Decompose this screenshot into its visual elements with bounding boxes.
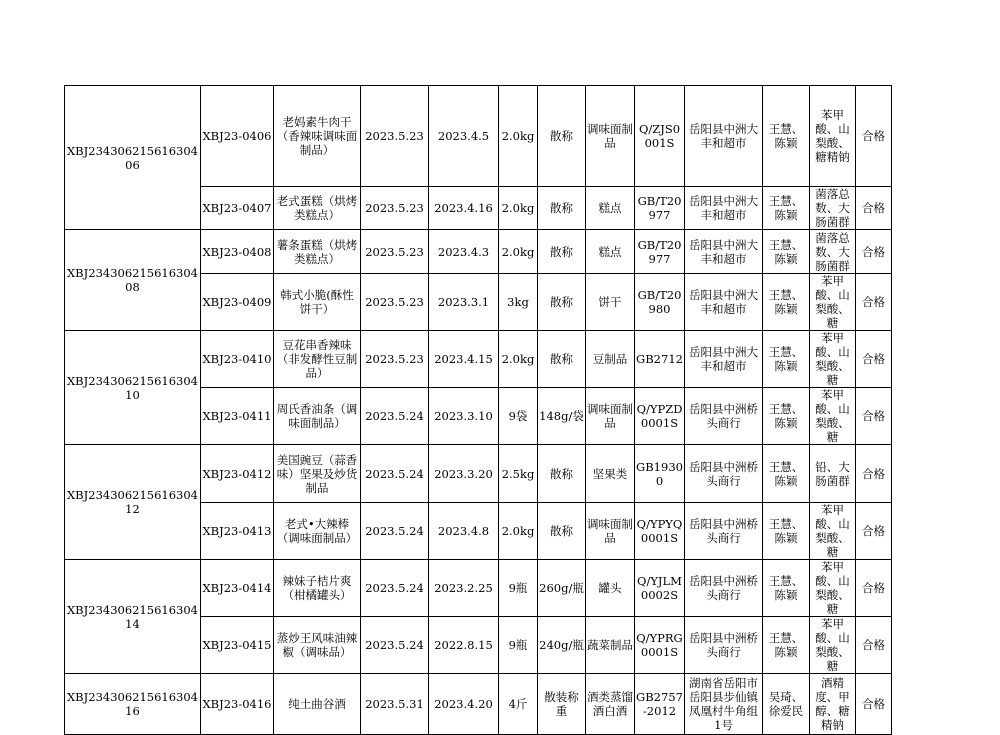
- batch-number-cell: XBJ23430621561630414: [65, 560, 201, 674]
- samplers-cell: 吴琦、徐爱民: [763, 674, 810, 735]
- result-cell: 合格: [856, 503, 892, 560]
- test-items-cell: 铅、大肠菌群: [810, 445, 856, 503]
- production-date-cell: 2023.2.25: [429, 560, 499, 617]
- production-date-cell: 2023.4.20: [429, 674, 499, 735]
- result-cell: 合格: [856, 230, 892, 274]
- specification-cell: 260g/瓶: [538, 560, 586, 617]
- production-date-cell: 2023.4.15: [429, 331, 499, 388]
- sampled-unit-cell: 岳阳县中洲大丰和超市: [685, 86, 763, 187]
- product-name-cell: 薯条蛋糕（烘烤类糕点）: [274, 230, 361, 274]
- product-name-cell: 蒸炒王风味油辣椒（调味品）: [274, 617, 361, 674]
- product-name-cell: 辣妹子桔片爽（柑橘罐头）: [274, 560, 361, 617]
- test-date-cell: 2023.5.23: [361, 230, 429, 274]
- production-date-cell: 2023.4.16: [429, 187, 499, 230]
- specification-cell: 散装称重: [538, 674, 586, 735]
- sample-number-cell: XBJ23-0407: [201, 187, 274, 230]
- result-cell: 合格: [856, 445, 892, 503]
- sampled-unit-cell: 岳阳县中洲大丰和超市: [685, 274, 763, 331]
- sample-number-cell: XBJ23-0415: [201, 617, 274, 674]
- food-category-cell: 坚果类: [586, 445, 635, 503]
- food-category-cell: 调味面制品: [586, 503, 635, 560]
- samplers-cell: 王慧、陈颖: [763, 86, 810, 187]
- test-items-cell: 菌落总数、大肠菌群: [810, 187, 856, 230]
- sampled-unit-cell: 岳阳县中洲桥头商行: [685, 388, 763, 445]
- test-date-cell: 2023.5.23: [361, 331, 429, 388]
- standard-cell: Q/ZJS0001S: [635, 86, 685, 187]
- standard-cell: Q/YJLM0002S: [635, 560, 685, 617]
- specification-cell: 148g/袋: [538, 388, 586, 445]
- specification-cell: 240g/瓶: [538, 617, 586, 674]
- result-cell: 合格: [856, 674, 892, 735]
- test-date-cell: 2023.5.31: [361, 674, 429, 735]
- test-items-cell: 苯甲酸、山梨酸、糖: [810, 560, 856, 617]
- result-cell: 合格: [856, 617, 892, 674]
- standard-cell: Q/YPZD0001S: [635, 388, 685, 445]
- quantity-cell: 2.5kg: [499, 445, 538, 503]
- sample-number-cell: XBJ23-0409: [201, 274, 274, 331]
- inspection-results-table: [64, 85, 892, 735]
- sample-number-cell: XBJ23-0413: [201, 503, 274, 560]
- table-row: [65, 230, 892, 274]
- quantity-cell: 2.0kg: [499, 503, 538, 560]
- food-category-cell: 糕点: [586, 187, 635, 230]
- test-date-cell: 2023.5.24: [361, 503, 429, 560]
- test-date-cell: 2023.5.23: [361, 274, 429, 331]
- sampled-unit-cell: 岳阳县中洲桥头商行: [685, 617, 763, 674]
- batch-number-cell: XBJ23430621561630412: [65, 445, 201, 560]
- test-date-cell: 2023.5.24: [361, 560, 429, 617]
- quantity-cell: 2.0kg: [499, 331, 538, 388]
- samplers-cell: 王慧、陈颖: [763, 388, 810, 445]
- product-name-cell: 老式蛋糕（烘烤类糕点）: [274, 187, 361, 230]
- standard-cell: Q/YPRG0001S: [635, 617, 685, 674]
- food-category-cell: 罐头: [586, 560, 635, 617]
- sampled-unit-cell: 岳阳县中洲桥头商行: [685, 560, 763, 617]
- table-row: [65, 560, 892, 617]
- food-category-cell: 豆制品: [586, 331, 635, 388]
- test-date-cell: 2023.5.24: [361, 617, 429, 674]
- standard-cell: GB19300: [635, 445, 685, 503]
- samplers-cell: 王慧、陈颖: [763, 617, 810, 674]
- result-cell: 合格: [856, 560, 892, 617]
- sampled-unit-cell: 湖南省岳阳市岳阳县步仙镇凤凰村牛角组1号: [685, 674, 763, 735]
- sampled-unit-cell: 岳阳县中洲桥头商行: [685, 503, 763, 560]
- sample-number-cell: XBJ23-0408: [201, 230, 274, 274]
- standard-cell: GB2712: [635, 331, 685, 388]
- test-items-cell: 菌落总数、大肠菌群: [810, 230, 856, 274]
- product-name-cell: 周氏香油条（调味面制品）: [274, 388, 361, 445]
- product-name-cell: 老式•大辣棒（调味面制品）: [274, 503, 361, 560]
- test-items-cell: 苯甲酸、山梨酸、糖: [810, 617, 856, 674]
- food-category-cell: 糕点: [586, 230, 635, 274]
- quantity-cell: 4斤: [499, 674, 538, 735]
- specification-cell: 散称: [538, 503, 586, 560]
- samplers-cell: 王慧、陈颖: [763, 560, 810, 617]
- sample-number-cell: XBJ23-0411: [201, 388, 274, 445]
- sampled-unit-cell: 岳阳县中洲大丰和超市: [685, 230, 763, 274]
- samplers-cell: 王慧、陈颖: [763, 445, 810, 503]
- quantity-cell: 2.0kg: [499, 86, 538, 187]
- production-date-cell: 2022.8.15: [429, 617, 499, 674]
- samplers-cell: 王慧、陈颖: [763, 274, 810, 331]
- sample-number-cell: XBJ23-0416: [201, 674, 274, 735]
- product-name-cell: 纯土曲谷酒: [274, 674, 361, 735]
- table-row: [65, 331, 892, 388]
- food-category-cell: 调味面制品: [586, 388, 635, 445]
- samplers-cell: 王慧、陈颖: [763, 331, 810, 388]
- specification-cell: 散称: [538, 187, 586, 230]
- production-date-cell: 2023.4.5: [429, 86, 499, 187]
- product-name-cell: 老妈素牛肉干（香辣味调味面制品）: [274, 86, 361, 187]
- specification-cell: 散称: [538, 230, 586, 274]
- standard-cell: GB/T20977: [635, 187, 685, 230]
- test-date-cell: 2023.5.23: [361, 86, 429, 187]
- sample-number-cell: XBJ23-0412: [201, 445, 274, 503]
- result-cell: 合格: [856, 388, 892, 445]
- food-category-cell: 调味面制品: [586, 86, 635, 187]
- table-row: [65, 86, 892, 187]
- product-name-cell: 美国豌豆（蒜香味）坚果及炒货制品: [274, 445, 361, 503]
- specification-cell: 散称: [538, 445, 586, 503]
- product-name-cell: 韩式小脆(酥性饼干）: [274, 274, 361, 331]
- sampled-unit-cell: 岳阳县中洲桥头商行: [685, 445, 763, 503]
- samplers-cell: 王慧、陈颖: [763, 187, 810, 230]
- standard-cell: GB/T20980: [635, 274, 685, 331]
- test-date-cell: 2023.5.24: [361, 388, 429, 445]
- result-cell: 合格: [856, 86, 892, 187]
- test-items-cell: 苯甲酸、山梨酸、糖: [810, 388, 856, 445]
- table-row: [65, 445, 892, 503]
- standard-cell: Q/YPYQ0001S: [635, 503, 685, 560]
- specification-cell: 散称: [538, 274, 586, 331]
- batch-number-cell: XBJ23430621561630408: [65, 230, 201, 331]
- test-items-cell: 苯甲酸、山梨酸、糖: [810, 274, 856, 331]
- test-items-cell: 苯甲酸、山梨酸、糖: [810, 503, 856, 560]
- quantity-cell: 9瓶: [499, 560, 538, 617]
- result-cell: 合格: [856, 331, 892, 388]
- test-date-cell: 2023.5.23: [361, 187, 429, 230]
- sample-number-cell: XBJ23-0406: [201, 86, 274, 187]
- food-category-cell: 酒类蒸馏酒白酒: [586, 674, 635, 735]
- table-row: [65, 674, 892, 735]
- standard-cell: GB2757-2012: [635, 674, 685, 735]
- inspection-results-table-page: [64, 85, 891, 732]
- production-date-cell: 2023.3.10: [429, 388, 499, 445]
- test-items-cell: 酒精度、甲醇、糖精钠: [810, 674, 856, 735]
- production-date-cell: 2023.4.3: [429, 230, 499, 274]
- result-cell: 合格: [856, 187, 892, 230]
- quantity-cell: 9袋: [499, 388, 538, 445]
- batch-number-cell: XBJ23430621561630406: [65, 86, 201, 230]
- batch-number-cell: XBJ23430621561630416: [65, 674, 201, 735]
- samplers-cell: 王慧、陈颖: [763, 230, 810, 274]
- samplers-cell: 王慧、陈颖: [763, 503, 810, 560]
- food-category-cell: 蔬菜制品: [586, 617, 635, 674]
- food-category-cell: 饼干: [586, 274, 635, 331]
- sample-number-cell: XBJ23-0414: [201, 560, 274, 617]
- sampled-unit-cell: 岳阳县中洲大丰和超市: [685, 187, 763, 230]
- quantity-cell: 2.0kg: [499, 187, 538, 230]
- quantity-cell: 2.0kg: [499, 230, 538, 274]
- production-date-cell: 2023.3.20: [429, 445, 499, 503]
- quantity-cell: 9瓶: [499, 617, 538, 674]
- test-items-cell: 苯甲酸、山梨酸、糖: [810, 331, 856, 388]
- production-date-cell: 2023.3.1: [429, 274, 499, 331]
- sampled-unit-cell: 岳阳县中洲大丰和超市: [685, 331, 763, 388]
- specification-cell: 散称: [538, 86, 586, 187]
- specification-cell: 散称: [538, 331, 586, 388]
- product-name-cell: 豆花串香辣味（非发酵性豆制品）: [274, 331, 361, 388]
- production-date-cell: 2023.4.8: [429, 503, 499, 560]
- test-items-cell: 苯甲酸、山梨酸、糖精钠: [810, 86, 856, 187]
- sample-number-cell: XBJ23-0410: [201, 331, 274, 388]
- batch-number-cell: XBJ23430621561630410: [65, 331, 201, 445]
- result-cell: 合格: [856, 274, 892, 331]
- test-date-cell: 2023.5.24: [361, 445, 429, 503]
- standard-cell: GB/T20977: [635, 230, 685, 274]
- quantity-cell: 3kg: [499, 274, 538, 331]
